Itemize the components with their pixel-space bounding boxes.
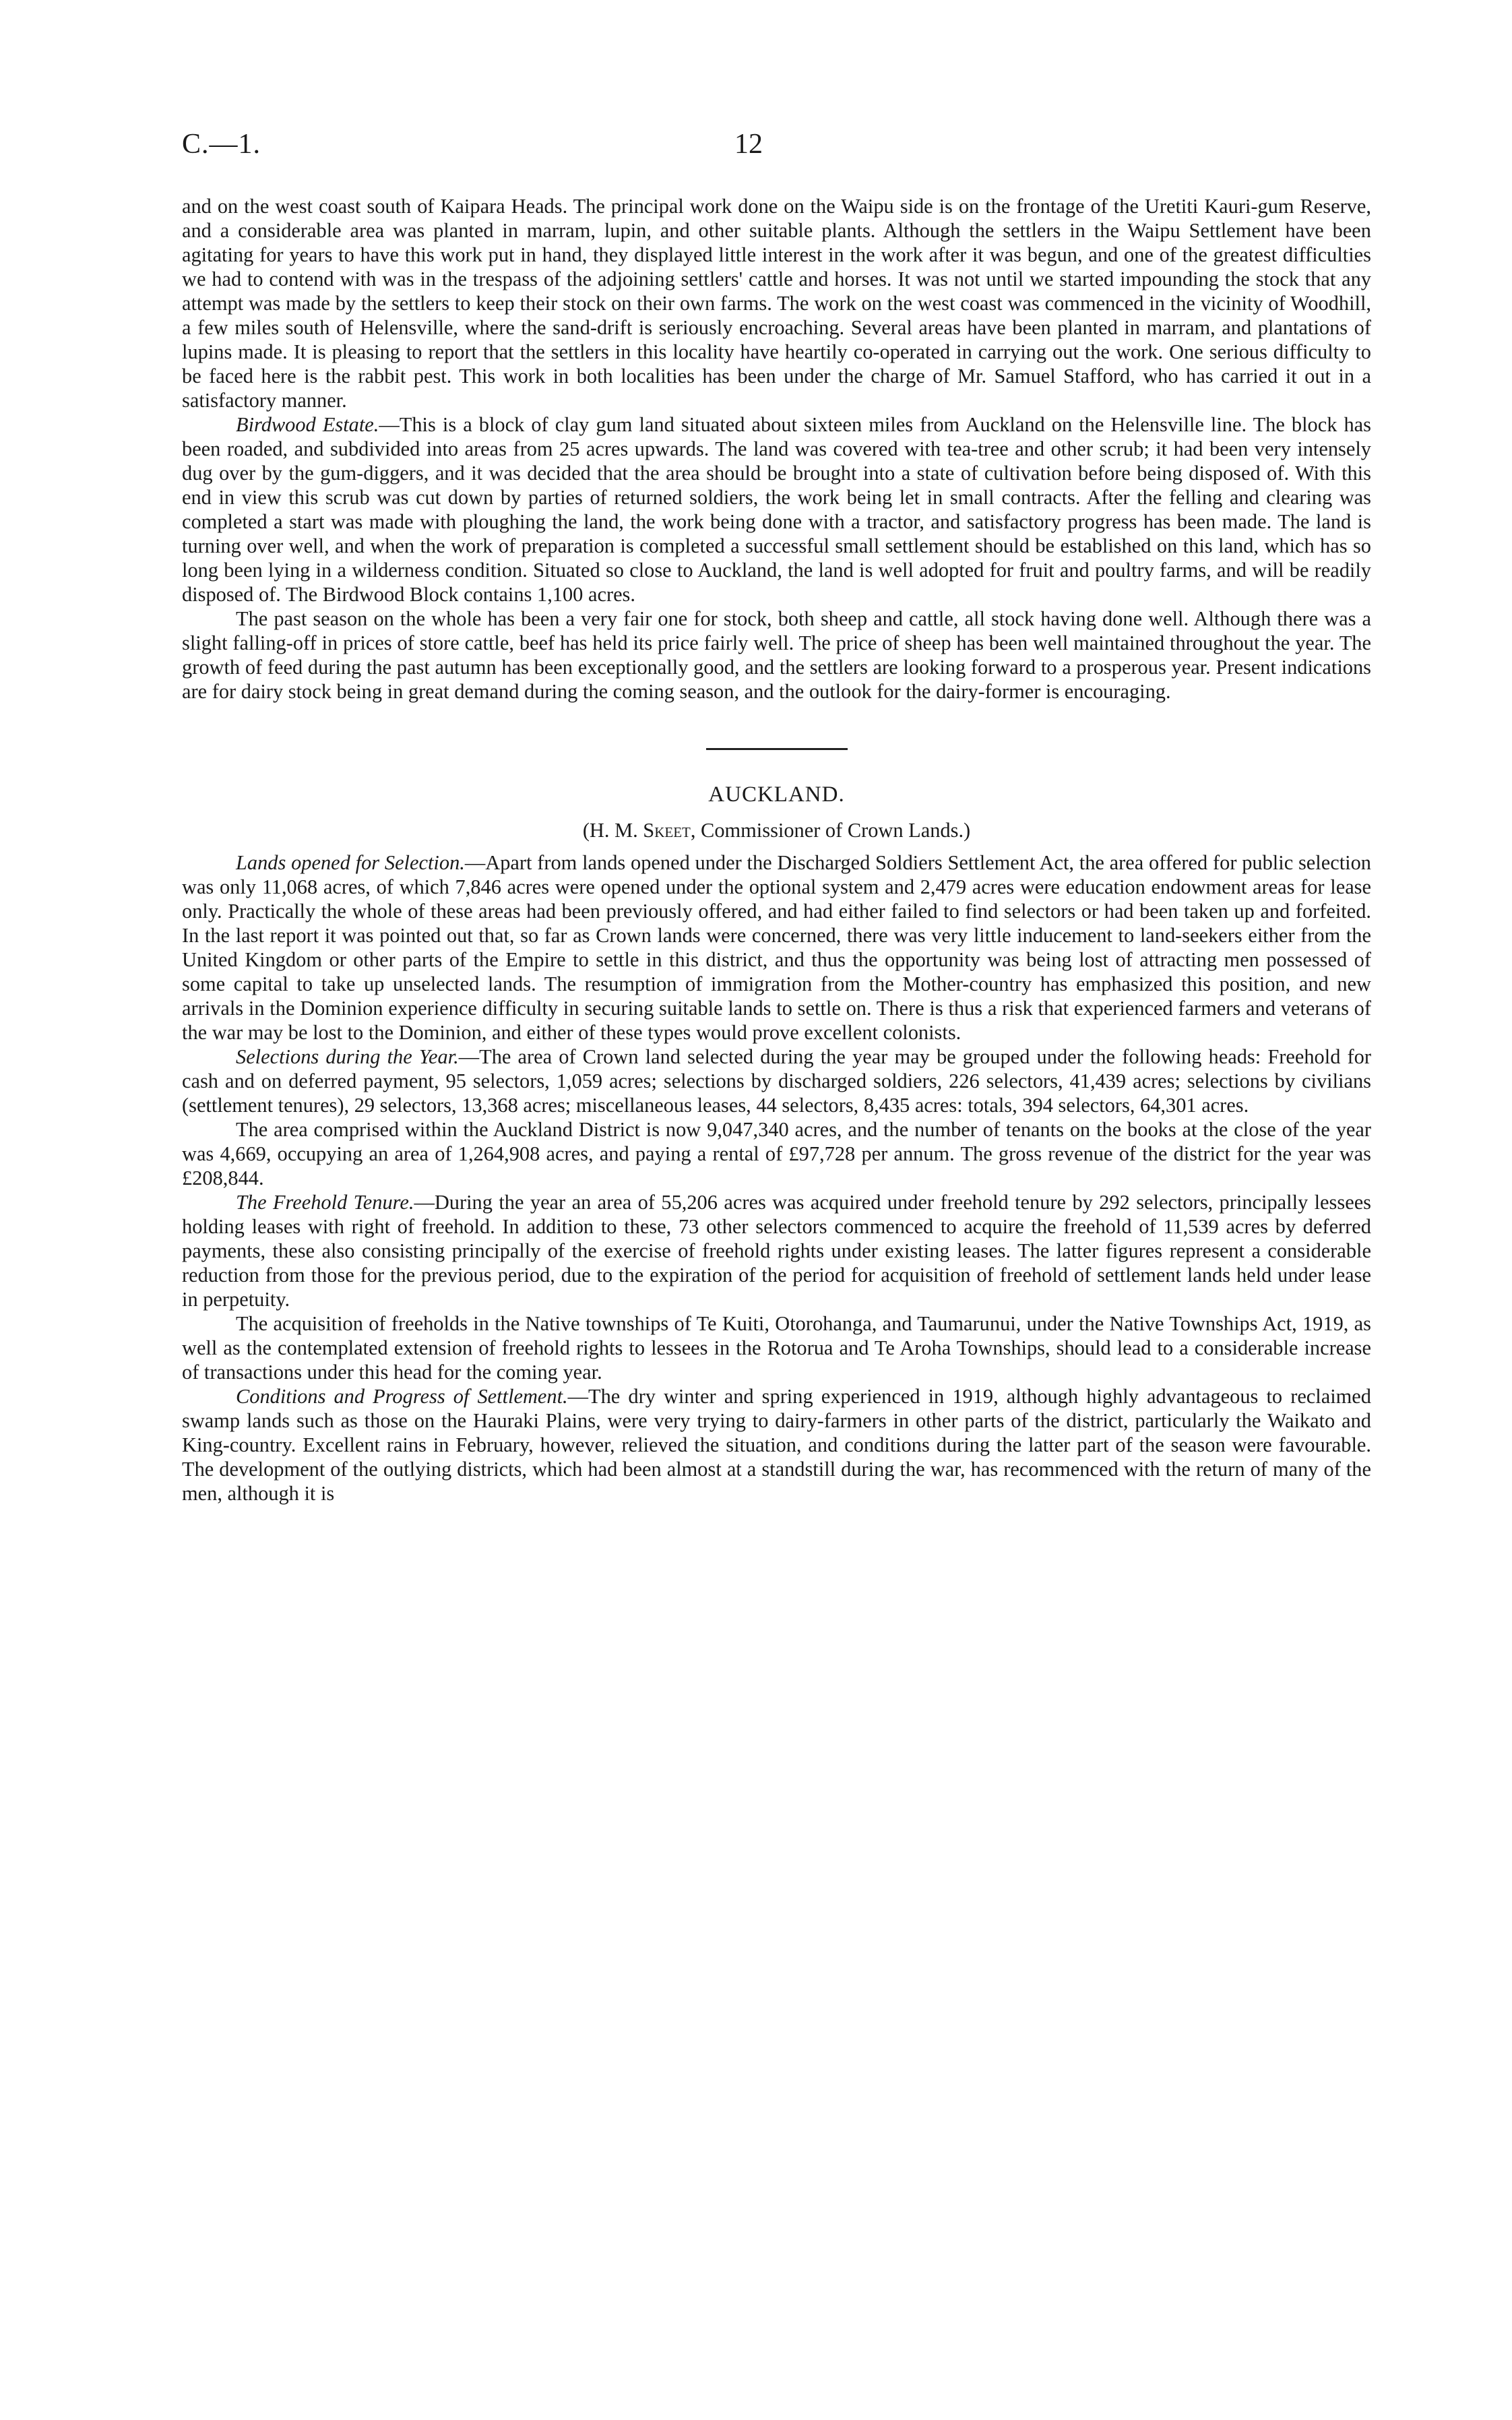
- page-number: 12: [734, 129, 763, 160]
- section-divider: [706, 748, 848, 750]
- conditions-progress-heading: Conditions and Progress of Settlement.: [236, 1385, 568, 1408]
- subtitle-open: (H. M.: [582, 819, 643, 842]
- freehold-tenure-heading: The Freehold Tenure.: [236, 1191, 414, 1214]
- report-code: C.—1.: [182, 129, 261, 160]
- document-page: [182, 128, 1371, 1506]
- paragraph-native-townships: The acquisition of freeholds in the Native townships of Te Kuiti, Otorohanga, and Taumarunui, under the Native Townships Act, 1919, as well as the contemplated extension of freehold rights to lessees in the Rotorua and Te Aroha Townships, should lead to a considerable increase of transactions under this head for the coming year.: [182, 1312, 1371, 1384]
- paragraph-conditions-progress: [182, 1384, 1371, 1506]
- commissioner-name: Skeet: [643, 819, 691, 842]
- birdwood-estate-heading: Birdwood Estate.: [236, 413, 379, 436]
- section-title-auckland: AUCKLAND.: [708, 782, 845, 807]
- subtitle-rest: , Commissioner of Crown Lands.): [690, 819, 971, 842]
- birdwood-estate-text: —This is a block of clay gum land situated about sixteen miles from Auckland on the Helensville line. The block has been roaded, and subdivided into areas from 25 acres upwards. The land was covered with tea-tree and other scrub; it had been very intensely dug over by the gum-diggers, and it was decided that the area should be brought into a state of cultivation before being disposed of. With this end in view this scrub was cut down by parties of returned soldiers, the work being let in small contracts. After the felling and clearing was completed a start was made with ploughing the land, the work being done with a tractor, and satisfactory progress has been made. The land is turning over well, and when the work of preparation is completed a successful small settlement should be established on this land, which has so long been lying in a wilderness condition. Situated so close to Auckland, the land is well adopted for fruit and poultry farms, and will be readily disposed of. The Birdwood Block contains 1,100 acres.: [182, 413, 1371, 606]
- paragraph-sand-drift: and on the west coast south of Kaipara Heads. The principal work done on the Waipu side is on the frontage of the Uretiti Kauri-gum Reserve, and a considerable area was planted in marram, lupin, and other suitable plants. Although the settlers in the Waipu Settlement have been agitating for years to have this work put in hand, they displayed little interest in the work after it was begun, and one of the greatest difficulties we had to contend with was in the trespass of the adjoining settlers' cattle and horses. It was not until we started impounding the stock that any attempt was made by the settlers to keep their stock on their own farms. The work on the west coast was commenced in the vicinity of Woodhill, a few miles south of Helensville, where the sand-drift is seriously encroaching. Several areas have been planted in marram, and plantations of lupins made. It is pleasing to report that the settlers in this locality have heartily co-operated in carrying out the work. One serious difficulty to be faced here is the rabbit pest. This work in both localities has been under the charge of Mr. Samuel Stafford, who has carried it out in a satisfactory manner.: [182, 195, 1371, 412]
- paragraph-district-area: The area comprised within the Auckland District is now 9,047,340 acres, and the number of tenants on the books at the close of the year was 4,669, occupying an area of 1,264,908 acres, and paying a rental of £97,728 per annum. The gross revenue of the district for the year was £208,844.: [182, 1118, 1371, 1189]
- lands-opened-heading: Lands opened for Selection.: [236, 851, 465, 874]
- paragraph-stock-season: The past season on the whole has been a very fair one for stock, both sheep and cattle, all stock having done well. Although there was a slight falling-off in prices of store cattle, beef has held its price fairly well. The price of sheep has been well maintained throughout the year. The growth of feed during the past autumn has been exceptionally good, and the settlers are looking forward to a prosperous year. Present indications are for dairy stock being in great demand during the coming season, and the outlook for the dairy-former is encouraging.: [182, 607, 1371, 703]
- auckland-section: [182, 850, 1371, 1506]
- selections-text: —The area of Crown land selected during the year may be grouped under the following heads: Freehold for cash and on deferred payment, 95 selectors, 1,059 acres; selections by discharged soldiers, 226 selectors, 41,439 acres; selections by civilians (settlement tenures), 29 selectors, 13,368 acres; miscellaneous leases, 44 selectors, 8,435 acres: totals, 394 selectors, 64,301 acres.: [182, 1045, 1371, 1117]
- intro-section: [182, 194, 1371, 704]
- paragraph-birdwood-estate: [182, 412, 1371, 607]
- selections-heading: Selections during the Year.: [236, 1045, 459, 1068]
- section-subtitle-commissioner: [182, 818, 1371, 842]
- paragraph-selections: [182, 1045, 1371, 1117]
- lands-opened-text: —Apart from lands opened under the Discharged Soldiers Settlement Act, the area offered for public selection was only 11,068 acres, of which 7,846 acres were opened under the optional system and 2,479 acres were education endowment areas for lease only. Practically the whole of these areas had been previously offered, and had either failed to find selectors or had been taken up and forfeited. In the last report it was pointed out that, so far as Crown lands were concerned, there was very little inducement to land-seekers either from the United Kingdom or other parts of the Empire to settle in this district, and thus the opportunity was being lost of attracting men possessed of some capital to take up unselected lands. The resumption of immigration from the Mother-country has emphasized this position, and new arrivals in the Dominion experience difficulty in securing suitable lands to settle on. There is thus a risk that experienced farmers and veterans of the war may be lost to the Dominion, and either of these types would prove excellent colonists.: [182, 851, 1371, 1044]
- paragraph-lands-opened: [182, 850, 1371, 1045]
- conditions-progress-text: —The dry winter and spring experienced in 1919, although highly advantageous to reclaimed swamp lands such as those on the Hauraki Plains, were very trying to dairy-farmers in other parts of the district, particularly the Waikato and King-country. Excellent rains in February, however, relieved the situation, and conditions during the latter part of the season were favourable. The development of the outlying districts, which had been almost at a standstill during the war, has recommenced with the return of many of the men, although it is: [182, 1385, 1371, 1505]
- page-header: [182, 128, 1371, 175]
- freehold-tenure-text: —During the year an area of 55,206 acres was acquired under freehold tenure by 292 selectors, principally lessees holding leases with right of freehold. In addition to these, 73 other selectors commenced to acquire the freehold of 11,539 acres by deferred payments, these also consisting principally of the exercise of freehold rights under existing leases. The latter figures represent a considerable reduction from those for the previous period, due to the expiration of the period for acquisition of freehold of settlement lands held under lease in perpetuity.: [182, 1191, 1372, 1311]
- paragraph-freehold-tenure: [182, 1190, 1371, 1311]
